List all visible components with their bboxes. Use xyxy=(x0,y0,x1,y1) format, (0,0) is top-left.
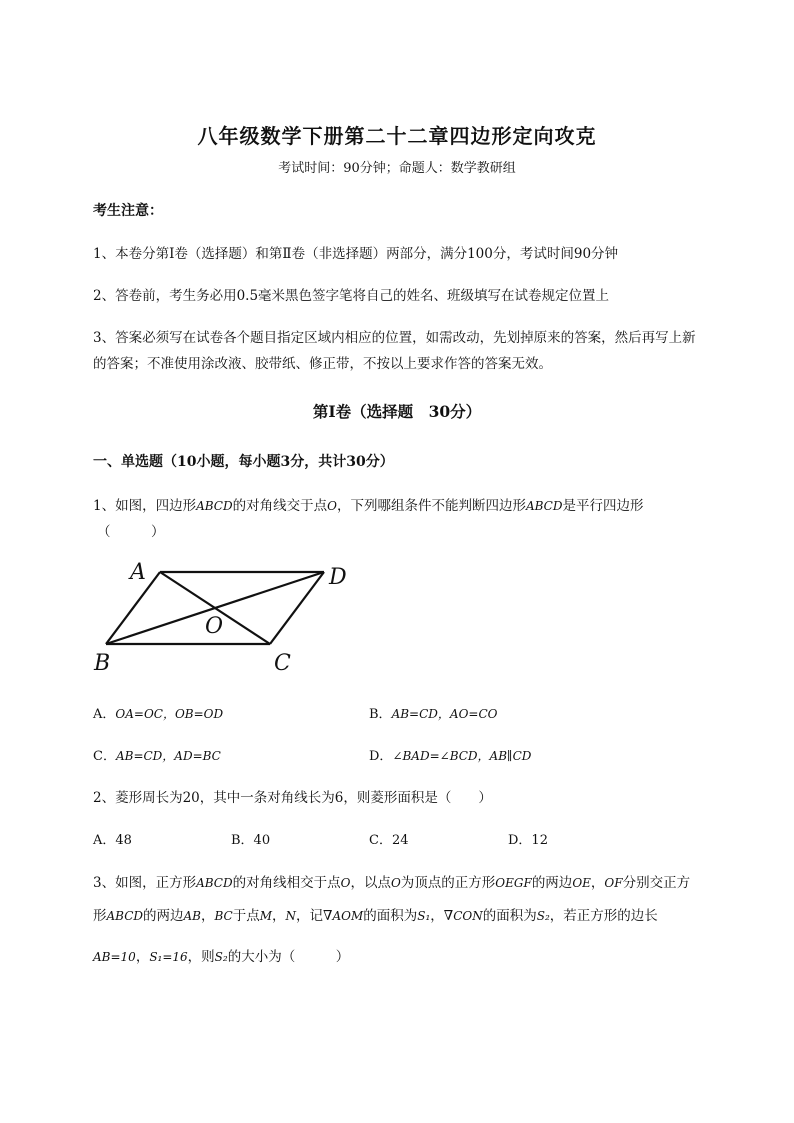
q1-abcd-2: ABCD xyxy=(525,499,563,513)
question-3-line-1 xyxy=(93,871,690,891)
q3-text: 3、如图，正方形 xyxy=(93,875,197,891)
q1-abcd: ABCD xyxy=(196,499,233,513)
q3-bc: BC xyxy=(214,909,233,923)
q3-s2: S₂ xyxy=(536,909,550,923)
q3-point-m: M xyxy=(259,909,273,923)
question-3-line-2 xyxy=(93,904,658,924)
question-1-stem xyxy=(93,494,643,514)
q1-option-d-letter: D． xyxy=(369,749,393,764)
side-dc xyxy=(270,572,324,644)
q3-text: 分别交正方 xyxy=(622,875,691,891)
q3-text: 的两边 xyxy=(531,875,573,891)
q3-ab: AB xyxy=(183,909,201,923)
q1-option-b-letter: B． xyxy=(369,707,392,722)
q3-point-n: N xyxy=(285,909,297,923)
q1-text-b: 的对角线交于点 xyxy=(232,498,328,514)
q3-comma: ， xyxy=(201,908,215,924)
notice-item-1: 1、本卷分第I卷（选择题）和第Ⅱ卷（非选择题）两部分，满分100分，考试时间90分钟 xyxy=(93,246,619,262)
q1-option-b[interactable] xyxy=(369,703,497,722)
label-d: D xyxy=(329,565,347,590)
q3-text: ， xyxy=(135,949,150,965)
label-c: C xyxy=(274,651,291,676)
q1-option-d-text: ∠BAD=∠BCD，AB∥CD xyxy=(392,749,532,763)
notice-item-3-line-2: 的答案；不准使用涂改液、胶带纸、修正带，不按以上要求作答的答案无效。 xyxy=(93,356,552,372)
q1-option-c-letter: C． xyxy=(93,749,116,764)
q3-text: ，∇ xyxy=(430,908,454,924)
q1-option-a[interactable] xyxy=(93,703,223,722)
q2-option-d[interactable]: D．12 xyxy=(508,833,548,848)
question-1-answer-blank: （ ） xyxy=(97,524,165,540)
q3-oegf: OEGF xyxy=(495,876,532,890)
q3-text: ，以点 xyxy=(350,875,391,891)
q2-option-a[interactable]: A．48 xyxy=(93,833,132,848)
q3-s1: S₁ xyxy=(417,909,431,923)
q3-ab-value: AB=10 xyxy=(93,950,136,964)
section-title: 第I卷（选择题 30分） xyxy=(312,402,482,421)
q3-con: CON xyxy=(453,909,483,923)
label-o: O xyxy=(205,614,224,639)
q1-option-c-text: AB=CD，AD=BC xyxy=(115,749,221,763)
q2-option-c[interactable]: C．24 xyxy=(369,833,409,848)
q3-text: 形 xyxy=(93,908,107,924)
parallelogram-figure xyxy=(93,556,363,676)
question-2-stem: 2、菱形周长为20，其中一条对角线长为6，则菱形面积是（ ） xyxy=(93,790,492,806)
q3-aom: AOM xyxy=(332,909,364,923)
label-a: A xyxy=(130,560,146,585)
q3-text: 的大小为（ ） xyxy=(227,949,350,965)
q3-point-o-2: O xyxy=(390,876,401,890)
q3-comma: ， xyxy=(590,875,605,891)
q3-text: 的面积为 xyxy=(363,908,418,924)
q1-point-o: O xyxy=(327,499,337,513)
q1-text-c: ，下列哪组条件不能判断四边形 xyxy=(336,498,526,514)
q3-text: ，则 xyxy=(187,949,215,965)
label-b: B xyxy=(94,651,111,676)
exam-info: 考试时间：90分钟；命题人：数学教研组 xyxy=(278,161,516,176)
q3-text: ，记∇ xyxy=(296,908,333,924)
q1-option-d[interactable] xyxy=(369,745,531,764)
q3-text: 的对角线相交于点 xyxy=(232,875,341,891)
q1-option-a-text: OA=OC，OB=OD xyxy=(115,707,224,721)
q1-text-a: 1、如图，四边形 xyxy=(93,498,197,514)
notice-item-3-line-1: 3、答案必须写在试卷各个题目指定区域内相应的位置，如需改动，先划掉原来的答案，然后再写上新 xyxy=(93,330,696,346)
q3-text: 于点 xyxy=(232,908,260,924)
q1-option-c[interactable] xyxy=(93,745,221,764)
part-heading: 一、单选题（10小题，每小题3分，共计30分） xyxy=(93,454,394,470)
q2-option-b[interactable]: B．40 xyxy=(231,833,271,848)
q3-text: 的面积为 xyxy=(482,908,537,924)
q1-text-d: 是平行四边形 xyxy=(562,498,644,514)
q3-text: 为顶点的正方形 xyxy=(400,875,496,891)
q3-s1-value: S₁=16 xyxy=(149,950,188,964)
question-3-line-3 xyxy=(93,945,349,965)
q3-oe: OE xyxy=(572,876,591,890)
q3-text: 的两边 xyxy=(143,908,184,924)
q3-text: ，若正方形的边长 xyxy=(549,908,658,924)
q3-of: OF xyxy=(604,876,623,890)
q3-comma: ， xyxy=(272,908,286,924)
notice-heading: 考生注意： xyxy=(93,203,163,219)
notice-item-2: 2、答卷前，考生务必用0.5毫米黑色签字笔将自己的姓名、班级填写在试卷规定位置上 xyxy=(93,288,610,304)
page-title: 八年级数学下册第二十二章四边形定向攻克 xyxy=(197,124,597,148)
q1-option-a-letter: A． xyxy=(93,707,116,722)
q1-option-b-text: AB=CD，AO=CO xyxy=(391,707,498,721)
q3-abcd-2: ABCD xyxy=(106,909,144,923)
q3-point-o: O xyxy=(340,876,351,890)
q3-abcd: ABCD xyxy=(196,876,233,890)
q3-s2-2: S₂ xyxy=(214,950,228,964)
